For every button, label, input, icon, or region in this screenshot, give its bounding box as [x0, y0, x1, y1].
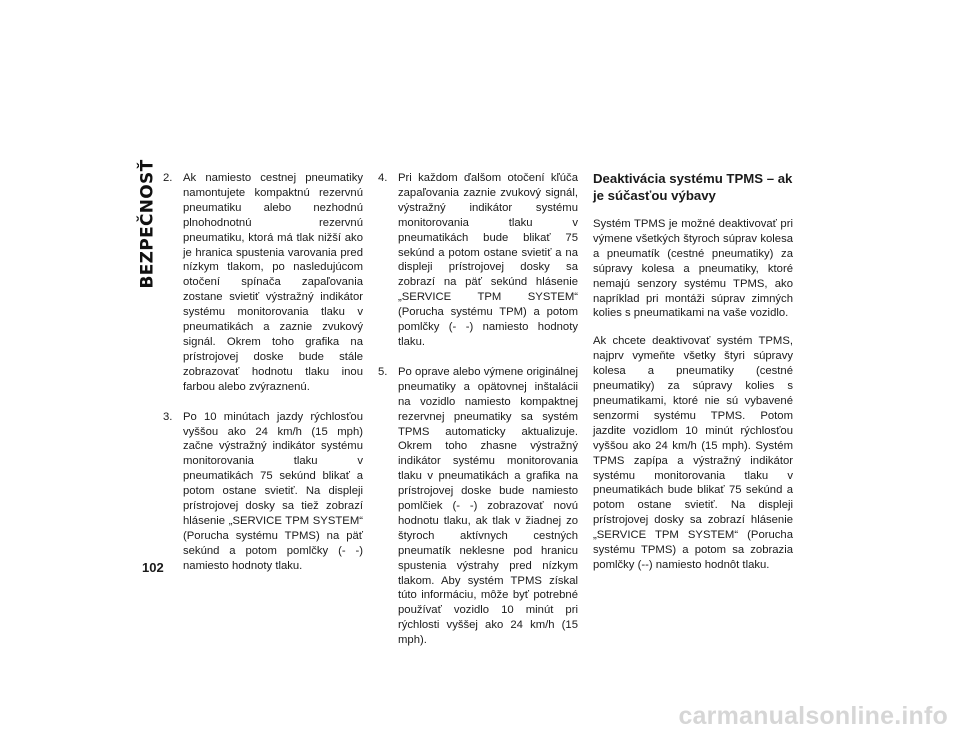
list-item-text: Po oprave alebo výmene originálnej pneumatiky a opätovnej inštalácii na vozidlo namiesto kompaktnej rezervnej pneumatiky sa systém TPMS automaticky aktualizuje. Okrem toho zhasne výstražný indikátor systému monitorovania tlaku v pneumatikách a grafika na prístrojovej doske bude namiesto pomlčiek (- -) zobrazovať novú hodnotu tlaku, ak tlak v žiadnej zo štyroch aktívnych cestných pneumatík neklesne pod hranicu spustenia výstrahy pred nízkym tlakom. Aby systém TPMS získal túto informáciu, môže byť potrebné používať vozidlo 10 minút pri rýchlosti vyššej ako 24 km/h (15 mph). — [398, 365, 578, 647]
list-item-number: 3. — [163, 410, 173, 423]
section-heading: Deaktivácia systému TPMS – ak je súčasťou výbavy — [593, 171, 793, 203]
column-2 — [378, 171, 578, 663]
section-title: BEZPEČNOSŤ — [137, 159, 157, 289]
list-item-number: 2. — [163, 172, 173, 184]
paragraph: Systém TPMS je možné deaktivovať pri výmene všetkých štyroch súprav kolesa a pneumatík (cestné pneumatiky) za súpravy kolesa a pneumatiky, ktoré nemajú senzory systému TPMS, ako napríklad pri montáži súprav zimných kolies s pneumatikami na vaše vozidlo. — [593, 218, 793, 320]
list-item-number: 4. — [378, 172, 388, 184]
column-3 — [593, 171, 793, 586]
list-item — [163, 171, 363, 395]
list-item — [378, 171, 578, 350]
list-item-number: 5. — [378, 365, 388, 378]
section-side-tab — [135, 159, 159, 289]
column-1 — [163, 171, 363, 589]
list-item-text: Po 10 minútach jazdy rýchlosťou vyššou ako 24 km/h (15 mph) začne výstražný indikátor systému monitorovania tlaku v pneumatikách 75 sekúnd blikať a potom ostane svietiť. Na displeji prístrojovej dosky sa tiež zobrazí hlásenie „SERVICE TPM SYSTEM“ (Porucha systému TPMS) na päť sekúnd a potom pomlčky (- -) namiesto hodnoty tlaku. — [183, 410, 363, 572]
list-item — [163, 410, 363, 574]
page-number: 102 — [142, 560, 164, 575]
paragraph: Ak chcete deaktivovať systém TPMS, najprv vymeňte všetky štyri súpravy kolesa a pneumatiky (cestné pneumatiky) za súpravy kolies s pneumatikami, ktoré nie sú vybavené senzormi systému TPMS. Potom jazdite vozidlom 10 minút rýchlosťou vyššou ako 24 km/h (15 mph). Systém TPMS zapípa a výstražný indikátor systému monitorovania tlaku v pneumatikách bude blikať 75 sekúnd a potom ostane svietiť. Na displeji prístrojovej dosky sa zobrazí hlásenie „SERVICE TPM SYSTEM“ (Porucha systému TPMS) a potom sa zobrazia pomlčky (--) namiesto hodnôt tlaku. — [593, 335, 793, 571]
watermark: carmanualsonline.info — [678, 702, 948, 730]
list-item-text: Ak namiesto cestnej pneumatiky namontujete kompaktnú rezervnú pneumatiku alebo nezhodnú plnohodnotnú rezervnú pneumatiku, ktorá má tlak nižší ako je hranica spustenia varovania pred nízkym tlakom, po nasledujúcom otočení spínača zapaľovania zostane svietiť výstražný indikátor systému monitorovania tlaku v pneumatikách a zaznie zvukový signál. Okrem toho grafika na prístrojovej doske bude stále zobrazovať hodnotu tlaku inou farbou alebo zvýraznenú. — [183, 172, 363, 393]
list-item-text: Pri každom ďalšom otočení kľúča zapaľovania zaznie zvukový signál, výstražný indikátor systému monitorovania tlaku v pneumatikách bude blikať 75 sekúnd a potom ostane svietiť a na displeji prístrojovej dosky sa zobrazí na päť sekúnd hlásenie „SERVICE TPM SYSTEM“ (Porucha systému TPM) a potom pomlčky (- -) namiesto hodnoty tlaku. — [398, 172, 578, 348]
list-item — [378, 365, 578, 648]
